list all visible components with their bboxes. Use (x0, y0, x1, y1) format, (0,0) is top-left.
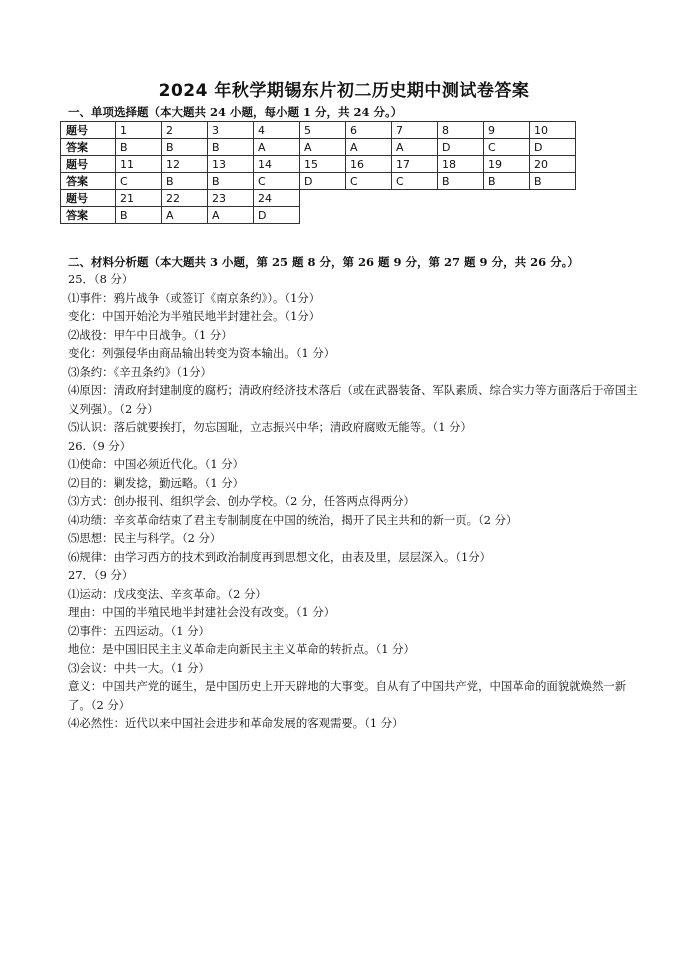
table-cell: 1 (116, 122, 162, 139)
table-cell: B (162, 139, 208, 156)
table-cell: 6 (346, 122, 392, 139)
answer-line: ⑸认识：落后就要挨打，勿忘国耻，立志振兴中华；清政府腐败无能等。（1 分） (68, 420, 472, 434)
empty-cell (300, 207, 346, 224)
table-cell: 11 (116, 156, 162, 173)
table-cell: B (484, 173, 530, 190)
answer-line: ⑶方式：创办报刊、组织学会、创办学校。（2 分，任答两点得两分） (68, 494, 415, 508)
table-cell: B (116, 207, 162, 224)
empty-cell (346, 207, 392, 224)
table-row (61, 190, 576, 207)
answer-table (60, 121, 576, 224)
table-cell: 4 (254, 122, 300, 139)
answer-line: 27．（9 分） (68, 568, 134, 582)
table-row (61, 122, 576, 139)
answer-line: 变化：列强侵华由商品输出转变为资本输出。（1 分） (68, 346, 336, 360)
answer-line: ⑶条约：《辛丑条约》（1分） (68, 364, 212, 379)
table-cell: B (208, 173, 254, 190)
answer-line: ⑷原因：清政府封建制度的腐朽；清政府经济技术落后（或在武器装备、军队素质、综合实力等方面落后于帝国主义列强）。（2 分） (68, 383, 638, 416)
answer-line: ⑷功绩：辛亥革命结束了君主专制制度在中国的统治，揭开了民主共和的新一页。（2 分） (68, 512, 518, 527)
answer-text-block (68, 270, 638, 733)
answer-line: ⑴运动：戊戌变法、辛亥革命。（2 分） (68, 586, 267, 601)
answer-line: 地位：是中国旧民主主义革命走向新民主主义革命的转折点。（1 分） (68, 642, 415, 656)
answer-line: 意义：中国共产党的诞生，是中国历史上开天辟地的大事变。自从有了中国共产党，中国革命的面貌就焕然一新了。（2 分） (68, 679, 627, 712)
table-cell: 18 (438, 156, 484, 173)
table-cell: 13 (208, 156, 254, 173)
table-cell: D (254, 207, 300, 224)
table-cell: 3 (208, 122, 254, 139)
table-cell: 24 (254, 190, 300, 207)
table-cell: A (208, 207, 254, 224)
table-row (61, 173, 576, 190)
answer-line: 25．（8 分） (68, 272, 134, 286)
answer-line: 26.（9 分） (68, 438, 132, 453)
table-cell: B (162, 173, 208, 190)
table-cell: D (300, 173, 346, 190)
table-cell: 7 (392, 122, 438, 139)
empty-cell (530, 207, 576, 224)
table-cell: C (346, 173, 392, 190)
answer-line: 变化：中国开始沦为半殖民地半封建社会。（1分） (68, 309, 321, 323)
empty-cell (484, 190, 530, 207)
table-cell: 8 (438, 122, 484, 139)
table-cell: 14 (254, 156, 300, 173)
table-cell: A (254, 139, 300, 156)
table-cell: B (208, 139, 254, 156)
table-cell: A (162, 207, 208, 224)
empty-cell (438, 207, 484, 224)
answer-line: 理由：中国的半殖民地半封建社会没有改变。（1 分） (68, 605, 336, 619)
table-cell: 19 (484, 156, 530, 173)
empty-cell (392, 190, 438, 207)
empty-cell (530, 190, 576, 207)
answer-line: ⑶会议：中共一大。（1 分） (68, 660, 210, 675)
row-label: 题号 (61, 190, 116, 207)
answer-line: ⑴使命：中国必须近代化。（1 分） (68, 457, 245, 471)
table-cell: B (438, 173, 484, 190)
table-row (61, 156, 576, 173)
row-label: 题号 (61, 122, 116, 139)
answer-line: ⑵目的：剿发捻，勤远略。（1 分） (68, 475, 245, 490)
table-cell: 12 (162, 156, 208, 173)
answer-line: ⑴事件：鸦片战争（或签订《南京条约》）。（1分） (68, 290, 321, 305)
table-cell: C (392, 173, 438, 190)
empty-cell (438, 190, 484, 207)
table-cell: 5 (300, 122, 346, 139)
table-cell: 15 (300, 156, 346, 173)
table-cell: A (346, 139, 392, 156)
answer-line: ⑸思想：民主与科学。（2 分） (68, 531, 222, 545)
answer-line: ⑵战役：甲午中日战争。（1 分） (68, 327, 233, 342)
table-cell: 20 (530, 156, 576, 173)
answer-line: ⑷必然性：近代以来中国社会进步和革命发展的客观需要。（1 分） (68, 716, 404, 730)
table-cell: 16 (346, 156, 392, 173)
table-cell: D (530, 139, 576, 156)
table-cell: 22 (162, 190, 208, 207)
row-label: 答案 (61, 207, 116, 224)
empty-cell (300, 190, 346, 207)
table-row (61, 139, 576, 156)
answer-line: ⑹规律：由学习西方的技术到政治制度再到思想文化，由表及里，层层深入。（1分） (68, 549, 492, 564)
table-cell: C (484, 139, 530, 156)
section1-heading: 一、单项选择题（本大题共 24 小题，每小题 1 分，共 24 分。） (68, 105, 403, 119)
row-label: 题号 (61, 156, 116, 173)
table-cell: 23 (208, 190, 254, 207)
table-cell: C (116, 173, 162, 190)
table-cell: 17 (392, 156, 438, 173)
table-cell: 10 (530, 122, 576, 139)
empty-cell (346, 190, 392, 207)
table-cell: 2 (162, 122, 208, 139)
table-cell: C (254, 173, 300, 190)
answer-line: ⑵事件：五四运动。（1 分） (68, 623, 210, 638)
empty-cell (392, 207, 438, 224)
section2-heading: 二、材料分析题（本大题共 3 小题，第 25 题 8 分，第 26 题 9 分，第 27 题 9 分，共 26 分。） (68, 255, 579, 269)
table-cell: B (530, 173, 576, 190)
table-cell: B (116, 139, 162, 156)
row-label: 答案 (61, 173, 116, 190)
table-row (61, 207, 576, 224)
table-cell: 9 (484, 122, 530, 139)
row-label: 答案 (61, 139, 116, 156)
page-title: 2024 年秋学期锡东片初二历史期中测试卷答案 (158, 81, 530, 101)
table-cell: A (392, 139, 438, 156)
empty-cell (484, 207, 530, 224)
table-cell: D (438, 139, 484, 156)
table-cell: A (300, 139, 346, 156)
table-cell: 21 (116, 190, 162, 207)
